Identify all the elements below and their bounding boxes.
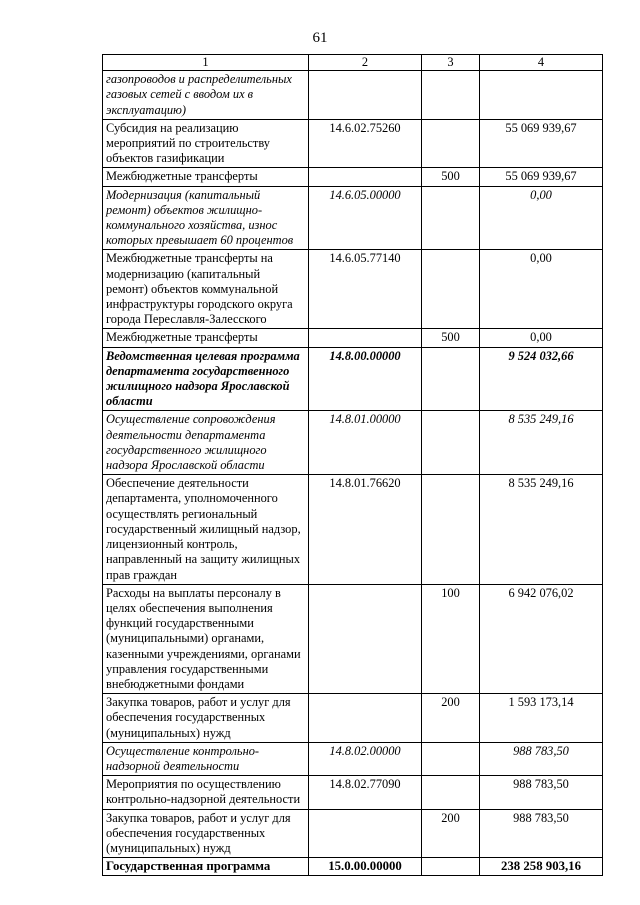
row-description: Закупка товаров, работ и услуг для обеспечения государственных (муниципальных) нужд xyxy=(103,694,309,743)
row-amount: 55 069 939,67 xyxy=(480,119,603,168)
row-amount: 9 524 032,66 xyxy=(480,347,603,411)
table-row xyxy=(103,168,603,186)
page-number: 61 xyxy=(312,30,328,46)
table-row xyxy=(103,411,603,475)
table-row xyxy=(103,71,603,120)
row-description: Закупка товаров, работ и услуг для обеспечения государственных (муниципальных) нужд xyxy=(103,809,309,858)
row-expense-type xyxy=(422,776,480,809)
row-code xyxy=(309,329,422,347)
row-code xyxy=(309,694,422,743)
table-row xyxy=(103,250,603,329)
table-row xyxy=(103,809,603,858)
row-description: Мероприятия по осуществлению контрольно-надзорной деятельности xyxy=(103,776,309,809)
table-row xyxy=(103,186,603,250)
row-expense-type xyxy=(422,347,480,411)
row-amount: 0,00 xyxy=(480,329,603,347)
row-amount: 6 942 076,02 xyxy=(480,584,603,693)
row-code: 14.8.00.00000 xyxy=(309,347,422,411)
budget-table xyxy=(102,54,603,876)
row-expense-type xyxy=(422,475,480,584)
row-code xyxy=(309,71,422,120)
row-description: Осуществление сопровождения деятельности департамента государственного жилищного надзора Ярославской области xyxy=(103,411,309,475)
table-header-row xyxy=(103,55,603,71)
row-expense-type xyxy=(422,250,480,329)
row-expense-type: 200 xyxy=(422,694,480,743)
table-row xyxy=(103,858,603,876)
row-code: 14.6.02.75260 xyxy=(309,119,422,168)
row-amount: 1 593 173,14 xyxy=(480,694,603,743)
row-code: 14.6.05.77140 xyxy=(309,250,422,329)
row-expense-type xyxy=(422,71,480,120)
row-description: Межбюджетные трансферты xyxy=(103,329,309,347)
row-expense-type: 500 xyxy=(422,168,480,186)
row-amount xyxy=(480,71,603,120)
row-description: Государственная программа xyxy=(103,858,309,876)
row-description: Межбюджетные трансферты на модернизацию (капитальный ремонт) объектов коммунальной инфраструктуры городского округа города Переславля-Залесского xyxy=(103,250,309,329)
table-row xyxy=(103,776,603,809)
row-amount: 238 258 903,16 xyxy=(480,858,603,876)
row-amount: 55 069 939,67 xyxy=(480,168,603,186)
row-expense-type xyxy=(422,858,480,876)
row-expense-type xyxy=(422,411,480,475)
row-code: 14.8.02.77090 xyxy=(309,776,422,809)
header-col-3: 3 xyxy=(422,55,480,71)
row-expense-type xyxy=(422,186,480,250)
row-code: 14.8.01.00000 xyxy=(309,411,422,475)
row-description: Ведомственная целевая программа департамента государственного жилищного надзора Ярославской области xyxy=(103,347,309,411)
row-description: Субсидия на реализацию мероприятий по строительству объектов газификации xyxy=(103,119,309,168)
table-row xyxy=(103,329,603,347)
row-code: 15.0.00.00000 xyxy=(309,858,422,876)
row-code: 14.6.05.00000 xyxy=(309,186,422,250)
row-description: Расходы на выплаты персоналу в целях обеспечения выполнения функций государственными (муниципальными) органами, казенными учреждениями, органами управления государственными внебюджетными фондами xyxy=(103,584,309,693)
table-row xyxy=(103,347,603,411)
header-col-4: 4 xyxy=(480,55,603,71)
row-amount: 988 783,50 xyxy=(480,742,603,775)
row-code xyxy=(309,584,422,693)
row-amount: 0,00 xyxy=(480,186,603,250)
row-code xyxy=(309,809,422,858)
table-row xyxy=(103,475,603,584)
row-description: Межбюджетные трансферты xyxy=(103,168,309,186)
row-code xyxy=(309,168,422,186)
table-row xyxy=(103,119,603,168)
row-description: Модернизация (капитальный ремонт) объектов жилищно-коммунального хозяйства, износ которых превышает 60 процентов xyxy=(103,186,309,250)
table-row xyxy=(103,694,603,743)
table-row xyxy=(103,742,603,775)
row-expense-type: 100 xyxy=(422,584,480,693)
row-description: газопроводов и распределительных газовых сетей с вводом их в эксплуатацию) xyxy=(103,71,309,120)
row-amount: 988 783,50 xyxy=(480,809,603,858)
row-amount: 8 535 249,16 xyxy=(480,475,603,584)
row-amount: 988 783,50 xyxy=(480,776,603,809)
header-col-2: 2 xyxy=(309,55,422,71)
row-code: 14.8.02.00000 xyxy=(309,742,422,775)
row-amount: 8 535 249,16 xyxy=(480,411,603,475)
row-expense-type xyxy=(422,742,480,775)
row-expense-type xyxy=(422,119,480,168)
header-col-1: 1 xyxy=(103,55,309,71)
row-description: Обеспечение деятельности департамента, уполномоченного осуществлять региональный государственный жилищный надзор, лицензионный контроль, направленный на защиту жилищных прав граждан xyxy=(103,475,309,584)
table-row xyxy=(103,584,603,693)
row-amount: 0,00 xyxy=(480,250,603,329)
row-expense-type: 500 xyxy=(422,329,480,347)
row-code: 14.8.01.76620 xyxy=(309,475,422,584)
row-description: Осуществление контрольно-надзорной деятельности xyxy=(103,742,309,775)
row-expense-type: 200 xyxy=(422,809,480,858)
